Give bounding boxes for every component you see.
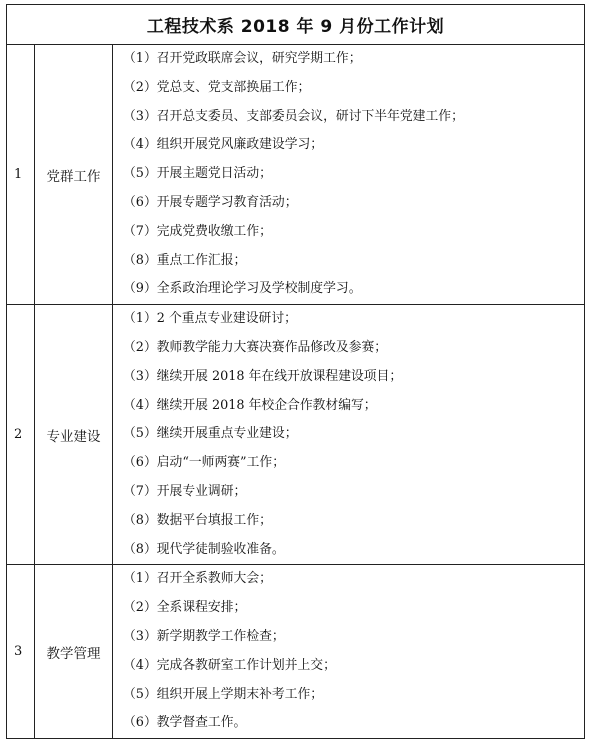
list-item: （4）继续开展 2018 年校企合作教材编写； [123, 397, 377, 413]
list-item: （4）组织开展党风廉政建设学习； [123, 137, 324, 153]
section-row-major [7, 305, 585, 565]
document-title: 工程技术系 2018 年 9 月份工作计划 [7, 5, 585, 45]
list-item: （2）党总支、党支部换届工作； [123, 79, 311, 95]
list-item: （8）重点工作汇报； [123, 252, 247, 268]
list-item: （8）现代学徒制验收准备。 [123, 541, 285, 557]
section-category: 教学管理 [35, 565, 113, 739]
list-item: （9）全系政治理论学习及学校制度学习。 [123, 281, 362, 297]
list-item: （6）启动“一师两赛”工作； [123, 455, 285, 471]
list-item: （8）数据平台填报工作； [123, 512, 272, 528]
list-item: （1）召开党政联席会议，研究学期工作； [123, 51, 362, 66]
list-item: （1）2 个重点专业建设研讨； [123, 311, 297, 327]
list-item: （4）完成各教研室工作计划并上交； [123, 657, 336, 673]
section-row-party [7, 45, 585, 305]
list-item: （2）教师教学能力大赛决赛作品修改及参赛； [123, 339, 388, 355]
list-item: （6）教学督查工作。 [123, 715, 247, 731]
section-number: 3 [7, 565, 35, 739]
list-item: （6）开展专题学习教育活动； [123, 194, 298, 210]
work-plan-table [6, 4, 585, 739]
list-item: （7）开展专业调研； [123, 483, 247, 499]
list-item: （2）全系课程安排； [123, 600, 247, 616]
list-item: （5）开展主题党日活动； [123, 166, 272, 182]
section-number: 2 [7, 305, 35, 565]
list-item: （3）召开总支委员、支部委员会议，研讨下半年党建工作； [123, 108, 464, 124]
list-item: （3）继续开展 2018 年在线开放课程建设项目； [123, 368, 403, 384]
list-item: （1）召开全系教师大会； [123, 571, 272, 587]
list-item: （5）组织开展上学期末补考工作； [123, 686, 324, 702]
section-number: 1 [7, 45, 35, 305]
work-plan-document [6, 4, 584, 739]
section-items [113, 45, 585, 305]
list-item: （5）继续开展重点专业建设； [123, 426, 298, 442]
title-row [7, 5, 585, 45]
section-row-teaching [7, 565, 585, 739]
section-items [113, 565, 585, 739]
section-items [113, 305, 585, 565]
section-category: 党群工作 [35, 45, 113, 305]
list-item: （3）新学期教学工作检查； [123, 628, 285, 644]
list-item: （7）完成党费收缴工作； [123, 223, 272, 239]
section-category: 专业建设 [35, 305, 113, 565]
